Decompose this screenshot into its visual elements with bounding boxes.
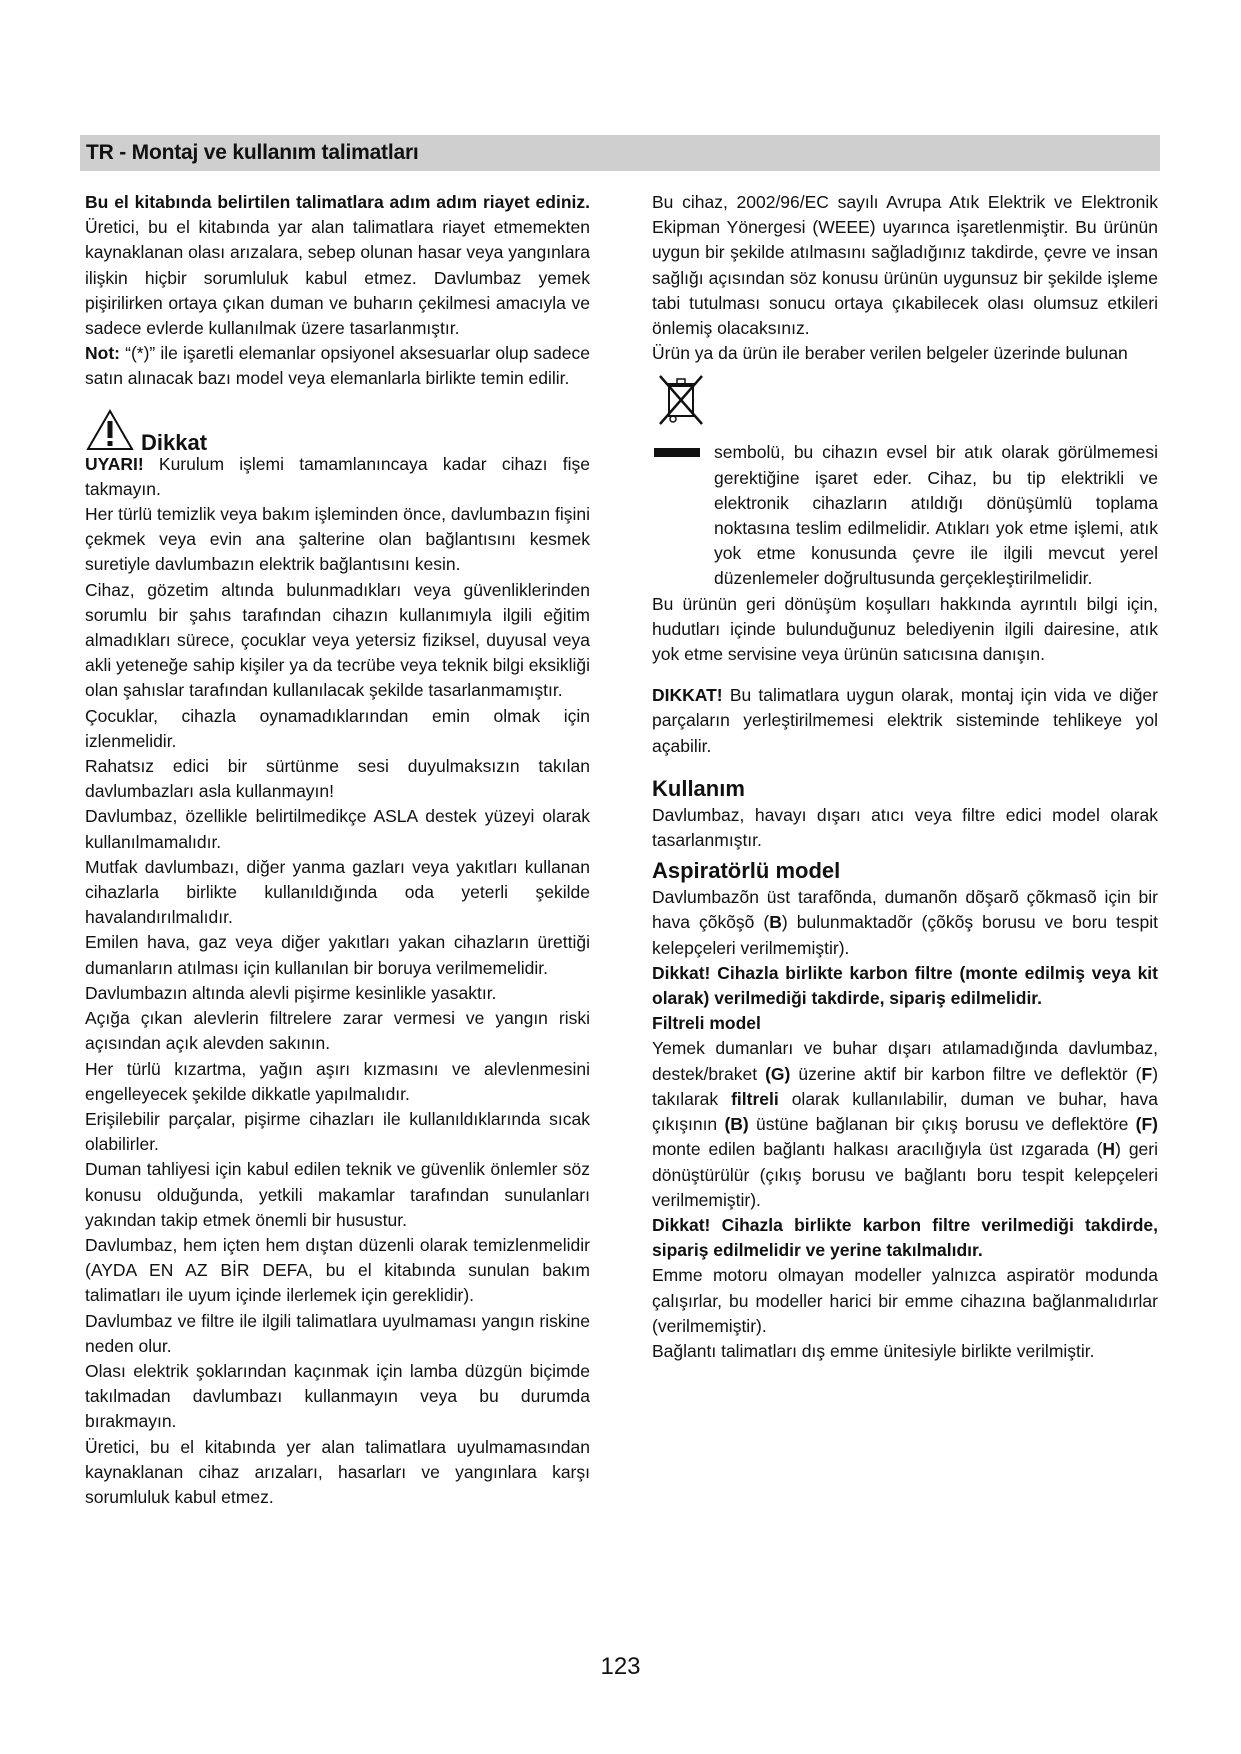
- weee-bar-icon: [654, 448, 700, 457]
- safety-paragraph: Davlumbaz, özellikle belirtilmedikçe ASLA destek yüzeyi olarak kullanılmamalıdır.: [85, 806, 590, 852]
- dikkat-paragraph: DIKKAT! Bu talimatlara uygun olarak, montaj için vida ve diğer parçaların yerleştirilmemesi elektrik sisteminde tehlikeye yol açabilir.: [652, 685, 1158, 756]
- safety-paragraph: Davlumbaz ve filtre ile ilgili talimatlara uyulmaması yangın riskine neden olur.: [85, 1310, 590, 1356]
- safety-paragraph: Cihaz, gözetim altında bulunmadıkları veya güvenliklerinden sorumlu bir şahıs tarafından cihazın kullanımıyla ilgili eğitim almadıkları sürece, çocuklar veya yetersiz fiziksel, duyusal veya akli yeteneğe sahip kişiler ya da tecrübe veya teknik bilgi eksikliği olan şahıslar tarafından kullanılacak şekilde tasarlanmamıştır.: [85, 579, 590, 701]
- safety-paragraph: Açığa çıkan alevlerin filtrelere zarar vermesi ve yangın riski açısından açık alevden sakının.: [85, 1008, 590, 1054]
- right-column: [652, 190, 1158, 1364]
- safety-paragraph: Erişilebilir parçalar, pişirme cihazları ile kullanıldıklarında sıcak olabilirler.: [85, 1108, 590, 1155]
- safety-paragraph: Emilen hava, gaz veya diğer yakıtları yakan cihazların ürettiği dumanların atılması için kullanılan bir boruya verilmemelidir.: [85, 932, 590, 978]
- filtreli-heading: Filtreli model: [652, 1013, 761, 1034]
- carbon-filter-warning: Dikkat! Cihazla birlikte karbon filtre (monte edilmiş veya kit olarak) verilmediği takdirde, sipariş edilmelidir.: [652, 962, 1158, 1009]
- intro-paragraph: Bu el kitabında belirtilen talimatlara adım adım riayet ediniz. Üretici, bu el kitabında yar alan talimatlara riayet etmemekten kaynaklanan olası arızalara, sebep olunan hasar veya yangınlara ilişkin hiçbir sorumluluk kabul etmez. Davlumbaz yemek pişirilirken ortaya çıkan duman ve buharın çekilmesi amacıyla ve sadece evlerde kullanılmak üzere tasarlanmıştır.: [85, 192, 590, 339]
- safety-paragraph: Her türlü temizlik veya bakım işleminden önce, davlumbazın fişini çekmek veya evin ana şalterine olan bağlantısını kesmek suretiyle davlumbazın elektrik bağlantısını kesin.: [85, 504, 590, 575]
- dikkat-heading: Dikkat: [85, 406, 590, 452]
- kullanim-paragraph: Davlumbaz, havayı dışarı atıcı veya filtre edici model olarak tasarlanmıştır.: [652, 804, 1158, 851]
- aspirator-heading: Aspiratörlü model: [652, 858, 841, 884]
- aspirator-paragraph: Davlumbazõn üst tarafõnda, dumanõn dõşarõ çõkmasõ için bir hava çõkõşõ (B) bulunmaktadõr (çõkõş borusu ve boru tespit kelepçeleri verilmemiştir).: [652, 887, 1158, 958]
- weee-paragraph: Ürün ya da ürün ile beraber verilen belgeler üzerinde bulunan: [652, 343, 1128, 364]
- left-column: [85, 190, 590, 1510]
- weee-paragraph: Bu ürünün geri dönüşüm koşulları hakkında ayrıntılı bilgi için, hudutları içinde bulunduğunuz belediyenin ilgili dairesine, atık yok etme servisine veya ürünün satıcısına danışın.: [652, 593, 1158, 665]
- note-paragraph: Not: “(*)” ile işaretli elemanlar opsiyonel aksesuarlar olup sadece satın alınacak bazı model veya elemanlarla birlikte temin edilir.: [85, 343, 590, 389]
- kullanim-heading: Kullanım: [652, 775, 745, 801]
- safety-paragraph: Çocuklar, cihazla oynamadıklarından emin olmak için izlenmelidir.: [85, 705, 590, 751]
- safety-paragraph: Mutfak davlumbazı, diğer yanma gazları veya yakıtları kullanan cihazlarla birlikte kullanıldığında oda yeterli şekilde havalandırılmalıdır.: [85, 856, 590, 928]
- safety-paragraph: Davlumbazın altında alevli pişirme kesinlikle yasaktır.: [85, 982, 497, 1003]
- section-header: [80, 135, 1160, 171]
- warning-icon: [85, 408, 135, 452]
- crossed-bin-icon: [654, 372, 710, 428]
- emme-paragraph: Bağlantı talimatları dış emme ünitesiyle birlikte verilmiştir.: [652, 1340, 1095, 1361]
- emme-paragraph: Emme motoru olmayan modeller yalnızca aspiratör modunda çalışırlar, bu modeller harici bir emme cihazına bağlanmalıdırlar (verilmemiştir).: [652, 1265, 1158, 1336]
- safety-paragraph: Duman tahliyesi için kabul edilen teknik ve güvenlik önlemler söz konusu olduğunda, yetkili makamlar tarafından sunulanları yakından takip etmek önemli bir husustur.: [85, 1159, 590, 1230]
- safety-paragraph: Davlumbaz, hem içten hem dıştan düzenli olarak temizlenmelidir (AYDA EN AZ BİR DEFA, bu el kitabında sunulan bakım talimatları ile uyum içinde ilerlemek için gereklidir).: [85, 1234, 590, 1306]
- safety-paragraph: Üretici, bu el kitabında yer alan talimatlara uyulmamasından kaynaklanan cihaz arızaları, hasarları ve yangınlara karşı sorumluluk kabul etmez.: [85, 1436, 590, 1507]
- weee-paragraph: sembolü, bu cihazın evsel bir atık olarak görülmemesi gerektiğine işaret eder. Cihaz, bu tip elektrikli ve elektronik cihazların atıldığı dönüşümlü toplama noktasına teslim edilmelidir. Atıkları yok etme işlemi, atık yok etme konusunda çevre ile ilgili mevcut yerel düzenlemeler doğrultusunda gerçekleştirilmelidir.: [652, 440, 1158, 591]
- section-title: TR - Montaj ve kullanım talimatları: [86, 141, 419, 164]
- safety-paragraph: Olası elektrik şoklarından kaçınmak için lamba düzgün biçimde takılmadan davlumbazı kullanmayın veya bu durumda bırakmayın.: [85, 1360, 590, 1432]
- weee-symbol: [652, 370, 1158, 440]
- carbon-filter-warning-2: Dikkat! Cihazla birlikte karbon filtre verilmediği takdirde, sipariş edilmelidir ve yerine takılmalıdır.: [652, 1214, 1158, 1261]
- safety-paragraph: Rahatsız edici bir sürtünme sesi duyulmaksızın takılan davlumbazları asla kullanmayın!: [85, 756, 590, 802]
- weee-paragraph: Bu cihaz, 2002/96/EC sayılı Avrupa Atık Elektrik ve Elektronik Ekipman Yönergesi (WEEE) uyarınca işaretlenmiştir. Bu ürünün uygun bir şekilde atılmasını sağladığınız takdirde, çevre ve insan sağlığı açısından söz konusu ürünün uygunsuz bir şekilde işleme tabi tutulması sonucu ortaya çıkabilecek olası olumsuz etkileri önlemiş olacaksınız.: [652, 192, 1158, 339]
- page-number: 123: [600, 1653, 641, 1680]
- uyari-paragraph: UYARI! Kurulum işlemi tamamlanıncaya kadar cihazı fişe takmayın.: [85, 453, 590, 499]
- filtreli-paragraph: Yemek dumanları ve buhar dışarı atılamadığında davlumbaz, destek/braket (G) üzerine aktif bir karbon filtre ve deflektör (F) takılarak filtreli olarak kullanılabilir, duman ve buhar, hava çıkışının (B) üstüne bağlanan bir çıkış borusu ve deflektöre (F) monte edilen bağlantı halkası aracılığıyla üst ızgarada (H) geri dönüştürülür (çıkış borusu ve bağlantı boru tespit kelepçeleri verilmemiştir).: [652, 1038, 1159, 1210]
- safety-paragraph: Her türlü kızartma, yağın aşırı kızmasını ve alevlenmesini engelleyecek şekilde dikkatle yapılmalıdır.: [85, 1058, 590, 1104]
